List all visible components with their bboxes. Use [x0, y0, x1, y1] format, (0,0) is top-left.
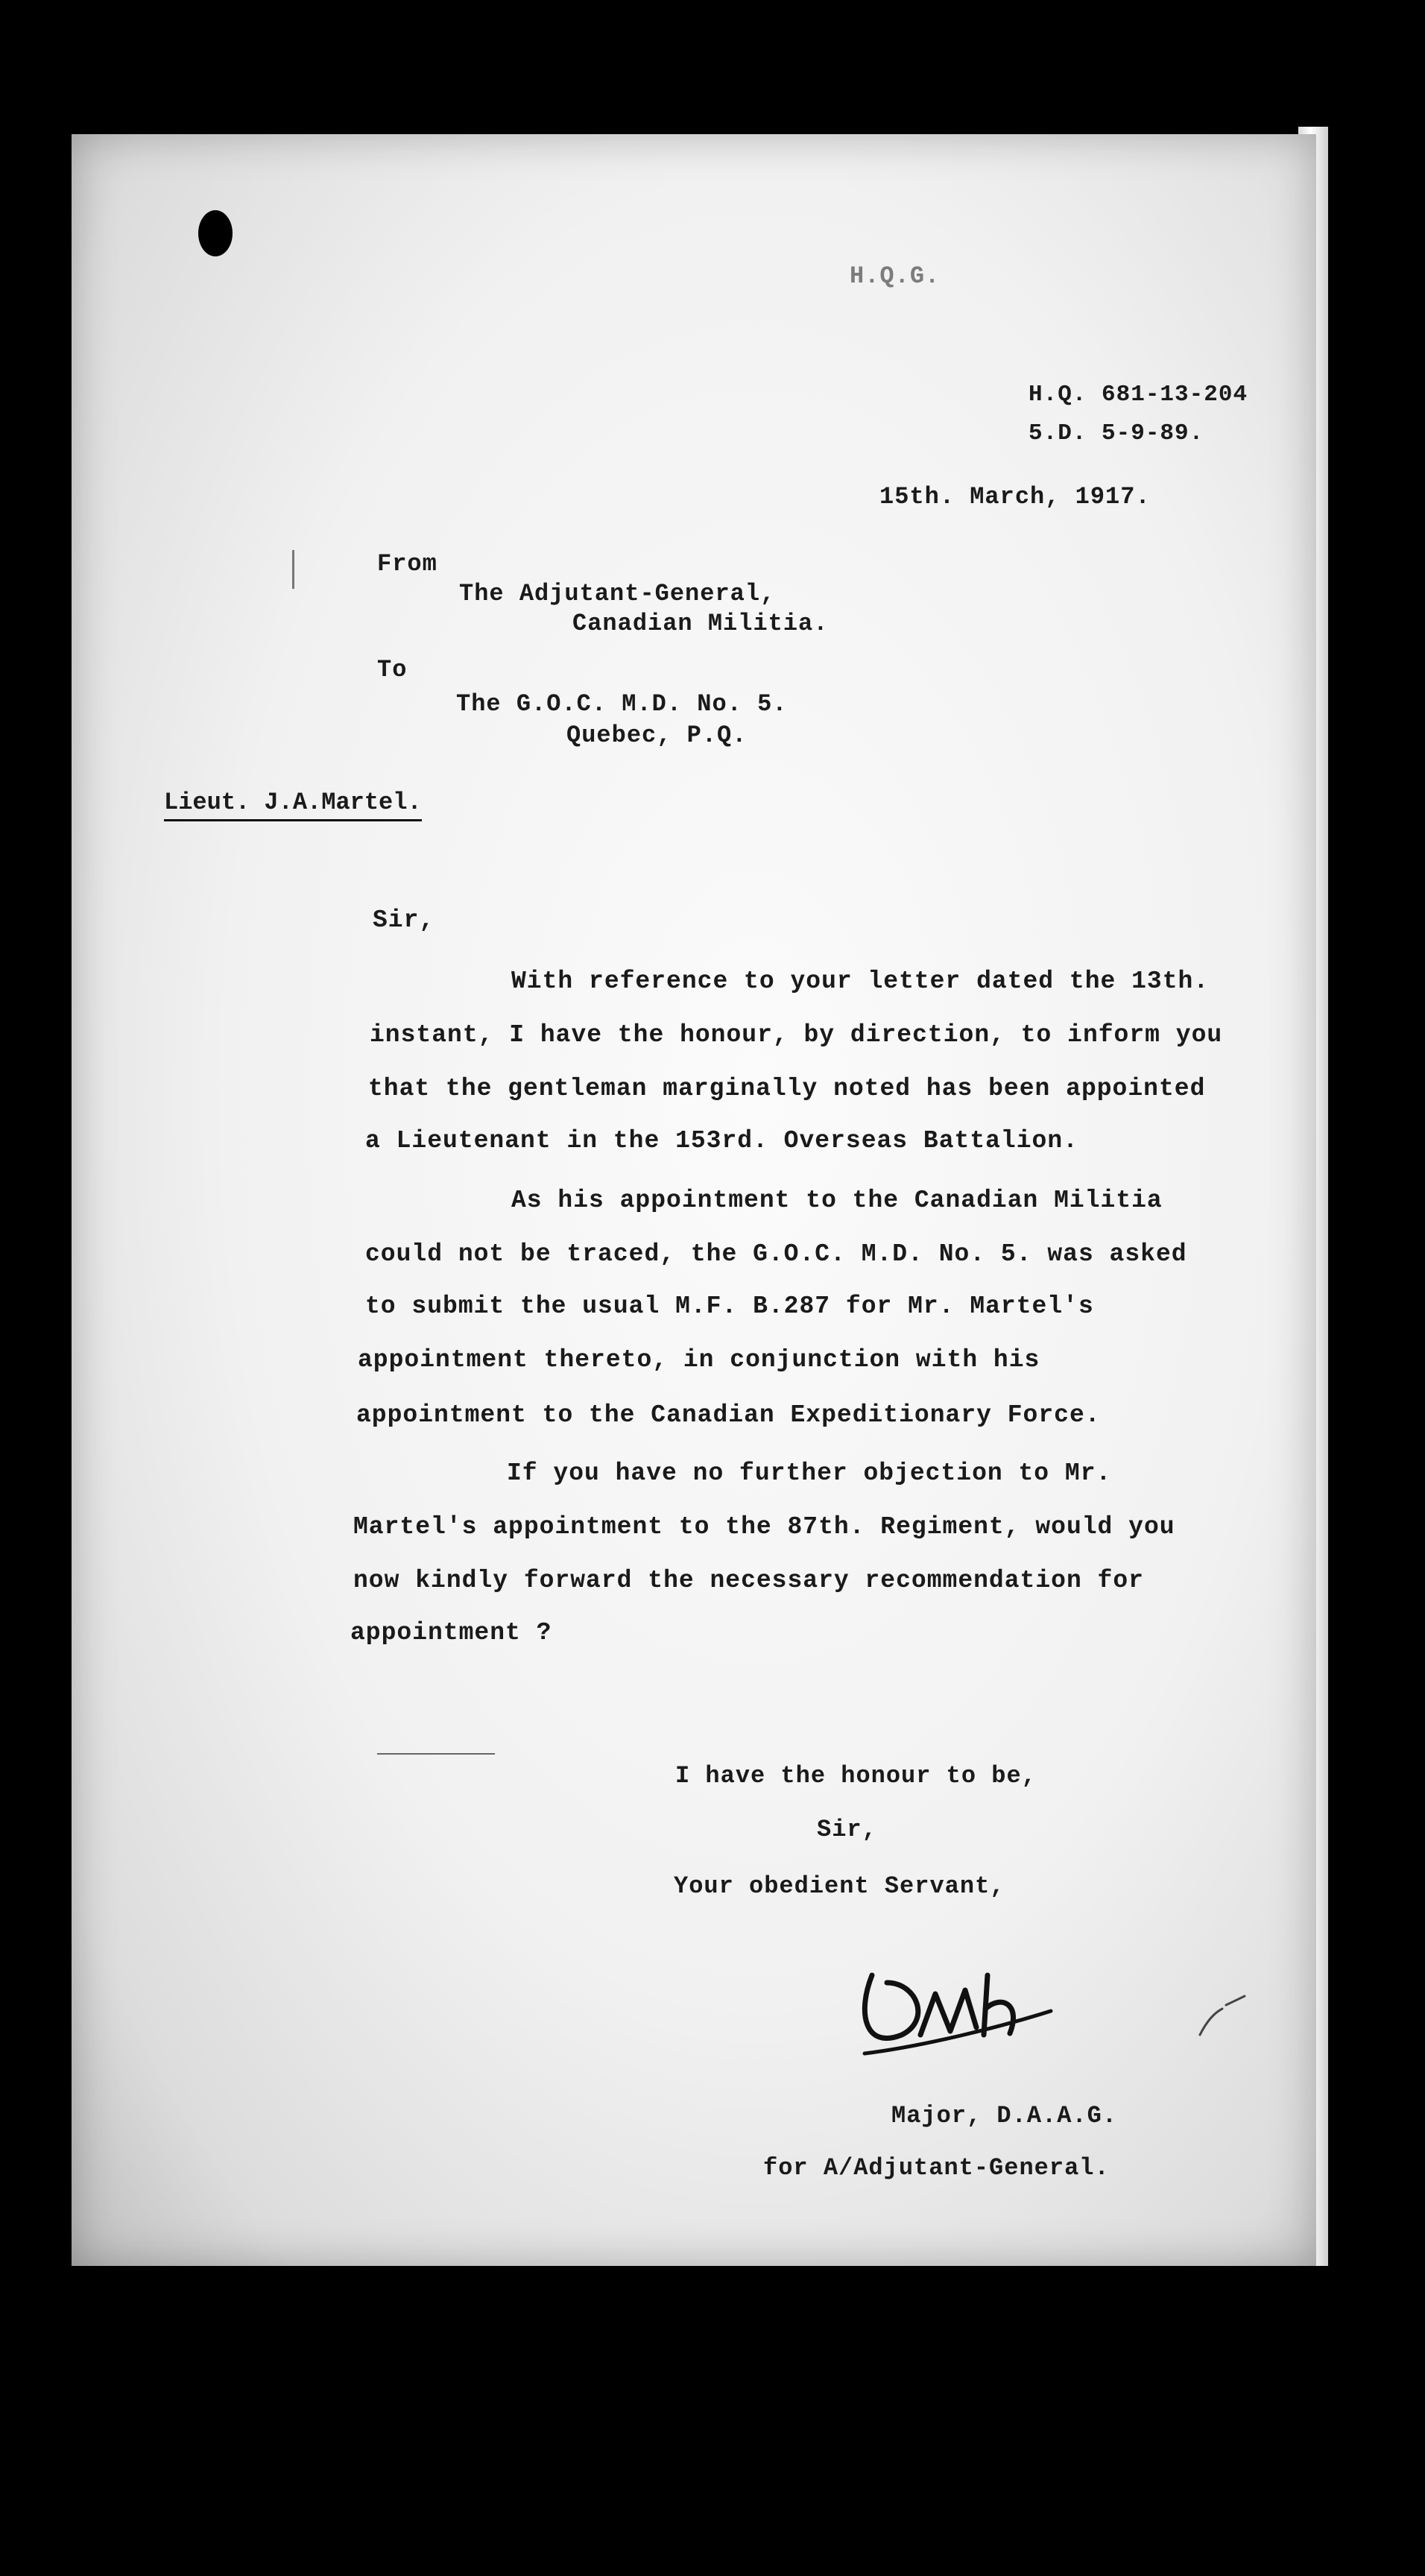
from-label: From	[377, 550, 437, 578]
body-line-11: Martel's appointment to the 87th. Regiment, would you	[353, 1513, 1175, 1541]
body-line-1: With reference to your letter dated the 13th.	[511, 967, 1210, 995]
body-line-3: that the gentleman marginally noted has been appointed	[368, 1075, 1206, 1102]
body-line-7: to submit the usual M.F. B.287 for Mr. Martel's	[365, 1292, 1094, 1320]
closing-line-2: Sir,	[817, 1816, 877, 1843]
body-line-13: appointment ?	[350, 1619, 552, 1647]
from-line-1: The Adjutant-General,	[459, 580, 776, 607]
body-line-8: appointment thereto, in conjunction with his	[358, 1346, 1040, 1374]
marginal-subject: Lieut. J.A.Martel.	[164, 789, 422, 821]
signer-title: Major, D.A.A.G.	[891, 2102, 1118, 2130]
body-line-10: If you have no further objection to Mr.	[507, 1459, 1112, 1487]
closing-line-3: Your obedient Servant,	[674, 1872, 1005, 1900]
divider-rule	[377, 1753, 495, 1755]
header-stamp: H.Q.G.	[850, 262, 941, 290]
body-line-4: a Lieutenant in the 153rd. Overseas Battalion.	[365, 1127, 1078, 1155]
body-line-5: As his appointment to the Canadian Militia	[511, 1187, 1163, 1214]
for-line: for A/Adjutant-General.	[763, 2154, 1110, 2182]
handwritten-signature	[850, 1953, 1073, 2068]
file-number: H.Q. 681-13-204	[1029, 382, 1248, 408]
body-line-12: now kindly forward the necessary recommendation for	[353, 1567, 1144, 1594]
to-line-2: Quebec, P.Q.	[566, 722, 748, 749]
body-line-9: appointment to the Canadian Expeditionary Force.	[356, 1401, 1101, 1429]
pencil-mark	[1192, 1990, 1252, 2046]
to-line-1: The G.O.C. M.D. No. 5.	[456, 690, 788, 718]
punch-hole	[198, 210, 233, 256]
margin-mark	[292, 550, 294, 589]
letter-date: 15th. March, 1917.	[879, 483, 1151, 511]
from-line-2: Canadian Militia.	[572, 610, 829, 637]
to-label: To	[377, 656, 408, 684]
closing-line-1: I have the honour to be,	[675, 1762, 1037, 1790]
body-line-6: could not be traced, the G.O.C. M.D. No. 5. was asked	[365, 1240, 1187, 1268]
district-number: 5.D. 5-9-89.	[1029, 420, 1204, 446]
salutation: Sir,	[373, 906, 435, 934]
body-line-2: instant, I have the honour, by direction, to inform you	[370, 1021, 1223, 1049]
